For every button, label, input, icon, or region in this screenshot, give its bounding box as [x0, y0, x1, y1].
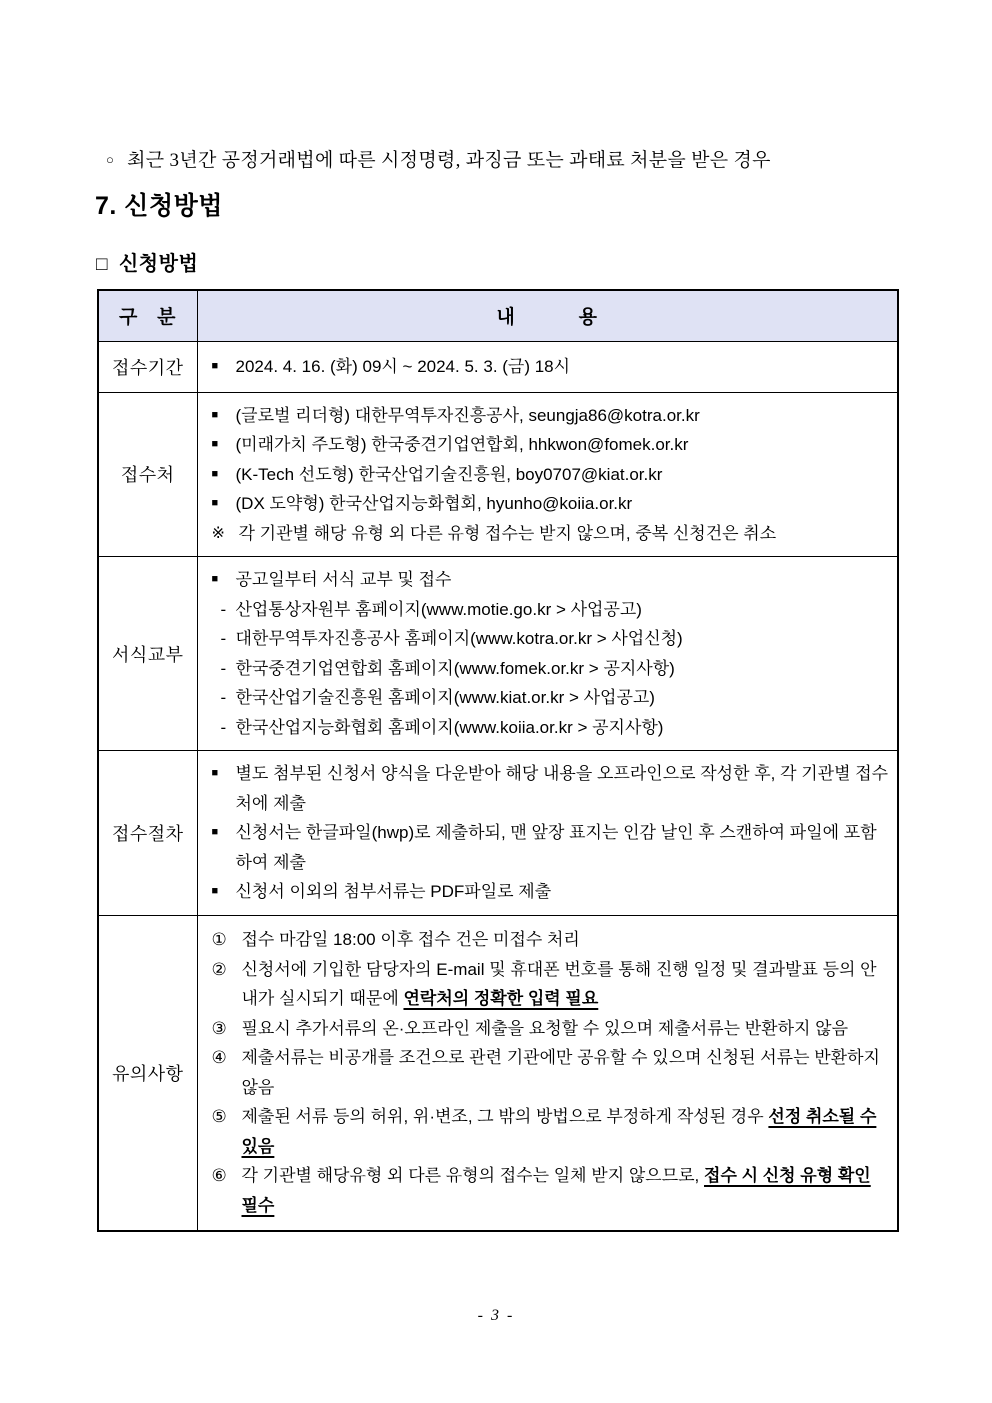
line-text: (K-Tech 선도형) 한국산업기술진흥원, boy0707@kiat.or.kr: [235, 464, 663, 484]
table-line: [212, 489, 890, 519]
table-row-form-distribution: [98, 557, 898, 751]
table-row-reception-period: [98, 341, 898, 392]
line-text-normal: 제출된 서류 등의 허위, 위·변조, 그 밖의 방법으로 부정하게 작성된 경우: [241, 1107, 769, 1127]
table-line: [212, 713, 890, 743]
line-text-emphasis: 연락처의 정확한 입력 필요: [403, 989, 599, 1009]
table-line: [212, 565, 890, 595]
line-text: 신청서는 한글파일(hwp)로 제출하되, 맨 앞장 표지는 인감 날인 후 스캔하여 파일에 포함하여 제출: [235, 823, 877, 872]
row-content: [197, 915, 898, 1231]
row-content: [197, 341, 898, 392]
circled-number-icon: ⑤: [211, 1107, 227, 1127]
row-label: 서식교부: [98, 557, 197, 751]
circled-number-icon: ①: [211, 930, 227, 950]
line-text: 산업통상자원부 홈페이지(www.motie.go.kr > 사업공고): [235, 599, 642, 619]
dash-bullet-icon: -: [220, 688, 227, 707]
line-text-emphasis: 선정 취소될 수 있음: [241, 1107, 877, 1156]
table-line: [212, 759, 890, 818]
square-bullet-icon: ■: [211, 885, 219, 897]
table-line: [212, 519, 890, 549]
square-bullet-icon: ■: [211, 467, 219, 480]
square-bullet-icon: ■: [211, 408, 219, 421]
line-text: (미래가치 주도형) 한국중견기업연합회, hhkwon@fomek.or.kr: [235, 435, 689, 454]
row-label: 유의사항: [98, 915, 197, 1231]
table-line: [212, 654, 890, 684]
table-line: [212, 955, 890, 1014]
circled-number-icon: ②: [211, 959, 227, 979]
line-text-emphasis: 접수 시 신청 유형 확인 필수: [241, 1166, 871, 1215]
table-line: [212, 430, 890, 460]
circled-number-icon: ④: [211, 1048, 227, 1068]
table-header-row: [98, 290, 898, 341]
square-bullet-icon: ■: [211, 573, 219, 585]
section-heading: 7. 신청방법: [95, 192, 223, 220]
line-text: 제출서류는 비공개를 조건으로 관련 기관에만 공유할 수 있으며 신청된 서류는 반환하지 않음: [241, 1048, 880, 1097]
table-line: [212, 352, 890, 382]
table-line: [212, 1014, 890, 1044]
table-row-cautions: [98, 915, 898, 1231]
line-text-normal: 신청서에 기입한 담당자의 E-mail 및 휴대폰 번호를 통해 진행 일정 및 결과발표 등의 안내가 실시되기 때문에: [241, 959, 877, 1009]
line-text: [242, 1102, 890, 1161]
table-line: [212, 460, 890, 490]
header-content: 내 용: [197, 290, 898, 341]
table-line: [212, 1102, 890, 1161]
subsection-heading: [96, 247, 198, 276]
line-text: 공고일부터 서식 교부 및 접수: [235, 570, 452, 589]
top-note-text: 최근 3년간 공정거래법에 따른 시정명령, 과징금 또는 과태료 처분을 받은 경우: [127, 150, 771, 171]
table-line: [212, 925, 890, 955]
line-text: 필요시 추가서류의 온·오프라인 제출을 요청할 수 있으며 제출서류는 반환하지 않음: [241, 1018, 849, 1038]
line-text: 각 기관별 해당 유형 외 다른 유형 접수는 받지 않으며, 중복 신청건은 취소: [238, 523, 777, 543]
square-bullet-icon: ■: [211, 826, 219, 838]
row-content: [197, 751, 898, 916]
line-text: 한국중견기업연합회 홈페이지(www.fomek.or.kr > 공지사항): [235, 658, 675, 678]
line-text: 신청서 이외의 첨부서류는 PDF파일로 제출: [235, 882, 552, 901]
circled-number-icon: ⑥: [211, 1166, 227, 1186]
circle-bullet-icon: ○: [106, 152, 115, 167]
table-line: [212, 818, 890, 877]
line-text: 2024. 4. 16. (화) 09시 ~ 2024. 5. 3. (금) 18시: [235, 356, 571, 376]
dash-bullet-icon: -: [220, 717, 227, 737]
line-text-normal: 각 기관별 해당유형 외 다른 유형의 접수는 일체 받지 않으므로,: [241, 1166, 705, 1186]
application-method-table: [97, 289, 899, 1232]
line-text: (DX 도약형) 한국산업지능화협회, hyunho@koiia.or.kr: [235, 494, 633, 513]
header-category: 구 분: [98, 290, 197, 341]
row-content: [197, 392, 898, 557]
line-text: 한국산업기술진흥원 홈페이지(www.kiat.or.kr > 사업공고): [235, 688, 655, 707]
table-line: [212, 595, 890, 625]
table-line: [212, 1043, 890, 1102]
line-text: (글로벌 리더형) 대한무역투자진흥공사, seungja86@kotra.or.kr: [235, 405, 700, 425]
table-line: [212, 401, 890, 431]
page-number: - 3 -: [477, 1307, 515, 1324]
line-text: 대한무역투자진흥공사 홈페이지(www.kotra.or.kr > 사업신청): [235, 629, 683, 648]
table-row-reception-desk: [98, 392, 898, 557]
row-content: [197, 557, 898, 751]
table-line: [212, 1161, 890, 1220]
square-bullet-icon: □: [96, 254, 108, 275]
reference-mark-icon: ※: [211, 524, 225, 542]
row-label: 접수절차: [98, 751, 197, 916]
table-row-reception-procedure: [98, 751, 898, 916]
dash-bullet-icon: -: [220, 658, 227, 678]
line-text: 별도 첨부된 신청서 양식을 다운받아 해당 내용을 오프라인으로 작성한 후, 각 기관별 접수처에 제출: [235, 764, 889, 813]
circled-number-icon: ③: [211, 1018, 227, 1038]
table-line: [212, 624, 890, 654]
square-bullet-icon: ■: [211, 767, 219, 779]
square-bullet-icon: ■: [211, 497, 219, 509]
dash-bullet-icon: -: [220, 599, 227, 619]
subsection-title: 신청방법: [118, 253, 199, 275]
top-note: [106, 146, 906, 175]
row-label: 접수기간: [98, 341, 197, 392]
line-text: [242, 1161, 890, 1220]
line-text: 접수 마감일 18:00 이후 접수 건은 미접수 처리: [241, 930, 580, 950]
line-text: 한국산업지능화협회 홈페이지(www.koiia.or.kr > 공지사항): [235, 717, 664, 737]
table-line: [212, 877, 890, 907]
dash-bullet-icon: -: [220, 629, 227, 648]
row-label: 접수처: [98, 392, 197, 557]
line-text: [242, 955, 890, 1014]
square-bullet-icon: ■: [211, 359, 219, 372]
square-bullet-icon: ■: [211, 438, 219, 450]
table-line: [212, 683, 890, 713]
